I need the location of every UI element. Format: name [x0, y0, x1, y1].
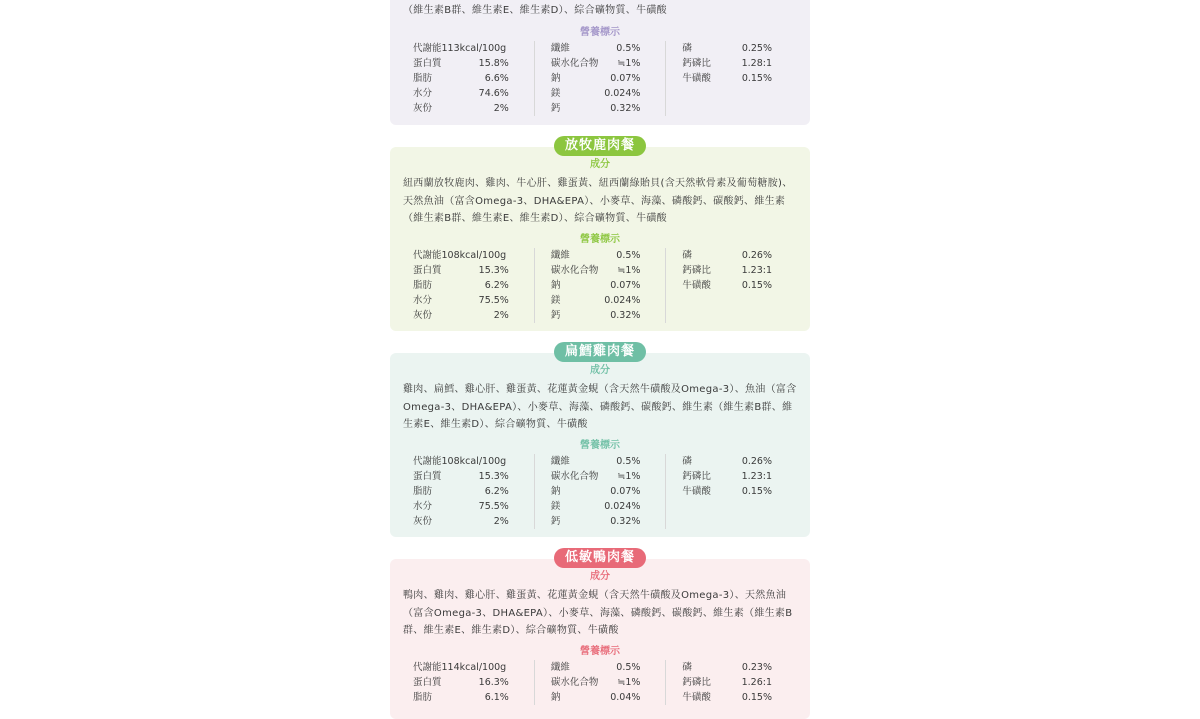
nutrition-table [403, 660, 797, 705]
ingredients-text: 紐西蘭放牧鹿肉、雞肉、牛心肝、雞蛋黃、紐西蘭綠貽貝(含天然軟骨素及葡萄糖胺)、天然魚油（富含Omega-3、DHA&EPA）、小麥草、海藻、磷酸鈣、碳酸鈣、維生素（維生素B群、維生素E、維生素D）、綜合礦物質、牛磺酸 [403, 178, 793, 224]
product-title: 低敏鴨肉餐 [554, 548, 646, 568]
nutrition-column-1 [403, 248, 534, 323]
nutrition-row: 蛋白質 15.3% [413, 470, 509, 482]
nutrition-row: 灰份 2% [413, 515, 509, 527]
nutrition-row: 鈉 0.07% [550, 279, 641, 291]
nutrition-row: 代謝能108kcal/100g [413, 455, 507, 467]
nutrition-row: 鈣磷比 1.28:1 [682, 57, 772, 69]
ingredients-heading: 成分 [590, 159, 610, 170]
nutrition-row: 碳水化合物 ≒1% [550, 57, 641, 69]
ingredients-text: 鴨肉、雞肉、雞心肝、雞蛋黃、花蓮黃金蜆（含天然牛磺酸及Omega-3）、天然魚油（富含Omega-3、DHA&EPA）、小麥草、海藻、磷酸鈣、碳酸鈣、維生素（維生素B群、維生素E、維生素D）、綜合礦物質、牛磺酸 [403, 590, 793, 636]
product-title: 扁鱈雞肉餐 [554, 342, 646, 362]
nutrition-row: 鈣磷比 1.26:1 [682, 676, 772, 688]
nutrition-row: 脂肪 6.6% [413, 72, 509, 84]
nutrition-row: 鎂 0.024% [550, 87, 641, 99]
ingredients-text: 雞肉、扁鱈、雞心肝、雞蛋黃、花蓮黃金蜆（含天然牛磺酸及Omega-3）、魚油（富含Omega-3、DHA&EPA）、小麥草、海藻、磷酸鈣、碳酸鈣、維生素（維生素B群、維生素E、維生素D）、綜合礦物質、牛磺酸 [403, 384, 797, 430]
nutrition-row: 牛磺酸 0.15% [682, 279, 772, 291]
nutrition-row: 水分 75.5% [413, 500, 509, 512]
nutrition-row: 脂肪 6.2% [413, 485, 509, 497]
nutrition-row: 鈉 0.04% [550, 691, 641, 703]
nutrition-row: 磷 0.23% [682, 661, 772, 673]
product-card-top [390, 0, 810, 125]
nutrition-column-2 [534, 454, 666, 529]
nutrition-row: 牛磺酸 0.15% [682, 72, 772, 84]
nutrition-row: 鎂 0.024% [550, 294, 641, 306]
nutrition-row: 磷 0.26% [682, 455, 772, 467]
nutrition-row: 水分 74.6% [413, 87, 509, 99]
nutrition-row: 碳水化合物 ≒1% [550, 470, 641, 482]
nutrition-row: 鈉 0.07% [550, 72, 641, 84]
nutrition-column-1 [403, 41, 534, 116]
nutrition-row: 鈣磷比 1.23:1 [682, 470, 772, 482]
product-title: 放牧鹿肉餐 [554, 136, 646, 156]
nutrition-column-3 [665, 41, 797, 116]
product-card-cod-chicken [390, 344, 810, 537]
nutrition-row: 纖維 0.5% [550, 42, 641, 54]
nutrition-row: 鎂 0.024% [550, 500, 641, 512]
nutrition-row: 蛋白質 15.8% [413, 57, 509, 69]
nutrition-heading: 營養標示 [580, 26, 620, 38]
nutrition-row: 碳水化合物 ≒1% [550, 264, 641, 276]
nutrition-row: 鈣 0.32% [550, 515, 641, 527]
nutrition-heading: 營養標示 [580, 439, 620, 451]
product-card-duck [390, 550, 810, 719]
product-card-venison [390, 138, 810, 331]
nutrition-table [403, 454, 797, 529]
nutrition-row: 鈉 0.07% [550, 485, 641, 497]
nutrition-row: 代謝能108kcal/100g [413, 249, 507, 261]
nutrition-heading: 營養標示 [580, 645, 620, 657]
nutrition-column-1 [403, 660, 534, 705]
nutrition-row: 代謝能113kcal/100g [413, 42, 507, 54]
nutrition-row: 纖維 0.5% [550, 455, 641, 467]
nutrition-row: 牛磺酸 0.15% [682, 691, 772, 703]
nutrition-column-3 [665, 248, 797, 323]
nutrition-table [403, 41, 797, 116]
ingredients-heading: 成分 [590, 365, 610, 376]
ingredients-heading: 成分 [590, 571, 610, 582]
nutrition-table [403, 248, 797, 323]
nutrition-row: 纖維 0.5% [550, 249, 641, 261]
nutrition-row: 鈣磷比 1.23:1 [682, 264, 772, 276]
nutrition-row: 灰份 2% [413, 102, 509, 114]
nutrition-row: 鈣 0.32% [550, 309, 641, 321]
nutrition-row: 磷 0.25% [682, 42, 772, 54]
nutrition-column-2 [534, 248, 666, 323]
ingredients-text: （維生素B群、維生素E、維生素D）、綜合礦物質、牛磺酸 [403, 5, 667, 16]
nutrition-row: 蛋白質 15.3% [413, 264, 509, 276]
nutrition-row: 鈣 0.32% [550, 102, 641, 114]
nutrition-row: 水分 75.5% [413, 294, 509, 306]
nutrition-row: 牛磺酸 0.15% [682, 485, 772, 497]
nutrition-row: 纖維 0.5% [550, 661, 641, 673]
nutrition-heading: 營養標示 [580, 233, 620, 245]
nutrition-row: 蛋白質 16.3% [413, 676, 509, 688]
nutrition-column-1 [403, 454, 534, 529]
nutrition-row: 代謝能114kcal/100g [413, 661, 507, 673]
nutrition-column-3 [665, 660, 797, 705]
nutrition-row: 灰份 2% [413, 309, 509, 321]
nutrition-column-2 [534, 660, 666, 705]
nutrition-row: 碳水化合物 ≒1% [550, 676, 641, 688]
nutrition-row: 磷 0.26% [682, 249, 772, 261]
nutrition-row: 脂肪 6.2% [413, 279, 509, 291]
nutrition-column-3 [665, 454, 797, 529]
nutrition-column-2 [534, 41, 666, 116]
nutrition-row: 脂肪 6.1% [413, 691, 509, 703]
